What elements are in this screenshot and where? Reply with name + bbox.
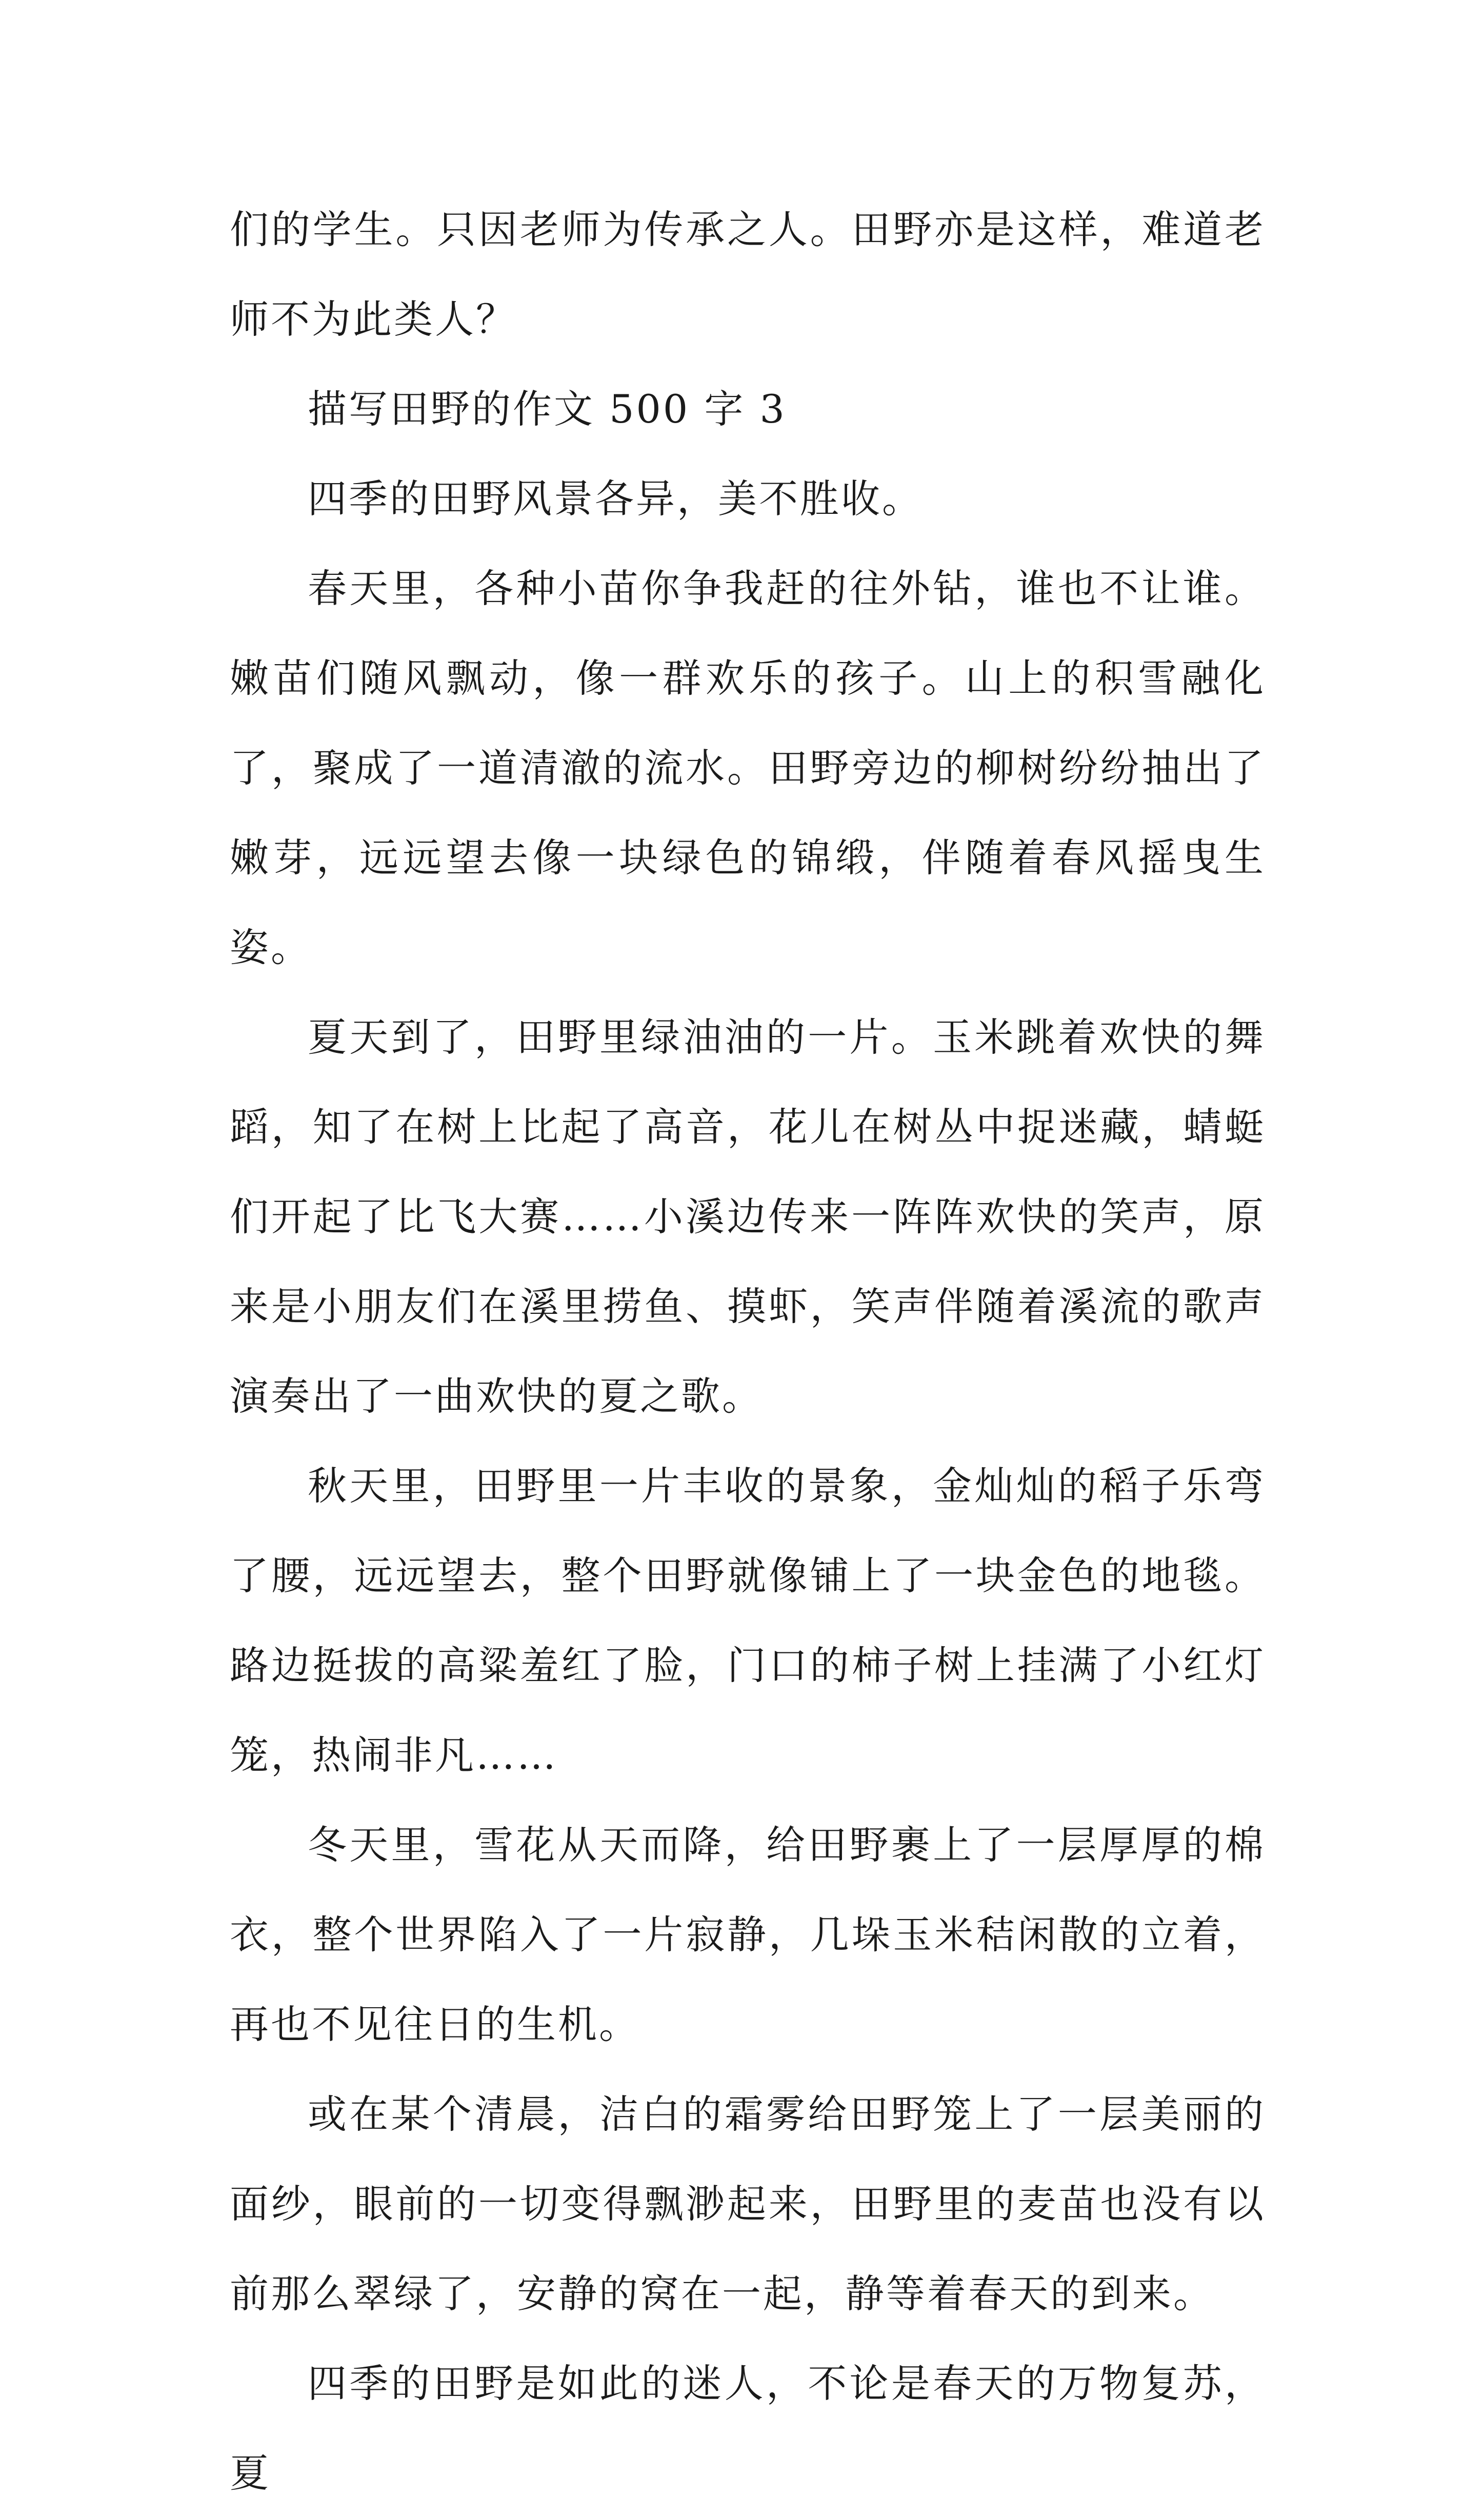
paragraph-conclusion: 四季的田野是如此的迷人，不论是春天的万物复苏，夏 — [230, 2361, 1266, 2496]
paragraph-winter: 冬天里，雪花从天而降，给田野裹上了一层厚厚的棉衣，整个世界陷入了一片寂静，几垛玉米秸闲散的立着，再也不见往日的生机。 — [230, 1822, 1266, 2047]
article-body — [230, 185, 1266, 2518]
paragraph-summer: 夏天到了，田野里绿油油的一片。玉米跳着欢快的舞蹈，知了在树上比起了高音，花儿在树丛中捉迷藏，蜻蜓们开起了比飞大赛……小溪边传来一阵阵欢快的笑声，原来是小朋友们在溪里捞鱼、摸虾，笑声伴随着溪流的歌声演奏出了一曲欢快的夏之歌。 — [230, 1014, 1266, 1419]
paragraph-continuation: 们的学生。只因老师为传承之人。田野亦是这样，难道老师不为此类人？ — [230, 207, 1266, 342]
paragraph-intro: 四季的田野风景各异，美不胜收。 — [308, 476, 923, 522]
paragraph-spring: 春天里，各种小苗你争我赶的往外钻，谁也不让谁。嫩苗们随风飘动，像一群欢乐的孩子。山上的积雪融化了，聚成了一道清澈的流水。田野旁边的柳树纷纷抽出了嫩芽，远远望去像一块绿色的锦缎，伴随着春风摇曳生姿。 — [230, 566, 1266, 970]
paragraph-morning: 或在某个清晨，洁白的霜雾给田野笼上了一层美丽的面纱，眼前的一切变得飘渺起来，田野里的麦苗也没有以前那么翠绿了，安静的窝在一起，静等着春天的到来。 — [230, 2091, 1266, 2316]
paragraph-autumn: 秋天里，田野里一片丰收的景象，金灿灿的稻子乐弯了腰，远远望去，整个田野就像铺上了一块金色的地毯。路边挺拔的高粱羞红了脸，门口的柿子树上挂满了小红灯笼，热闹非凡…… — [230, 1463, 1266, 1778]
section-heading: 描写田野的作文 500 字 3 — [308, 386, 787, 432]
